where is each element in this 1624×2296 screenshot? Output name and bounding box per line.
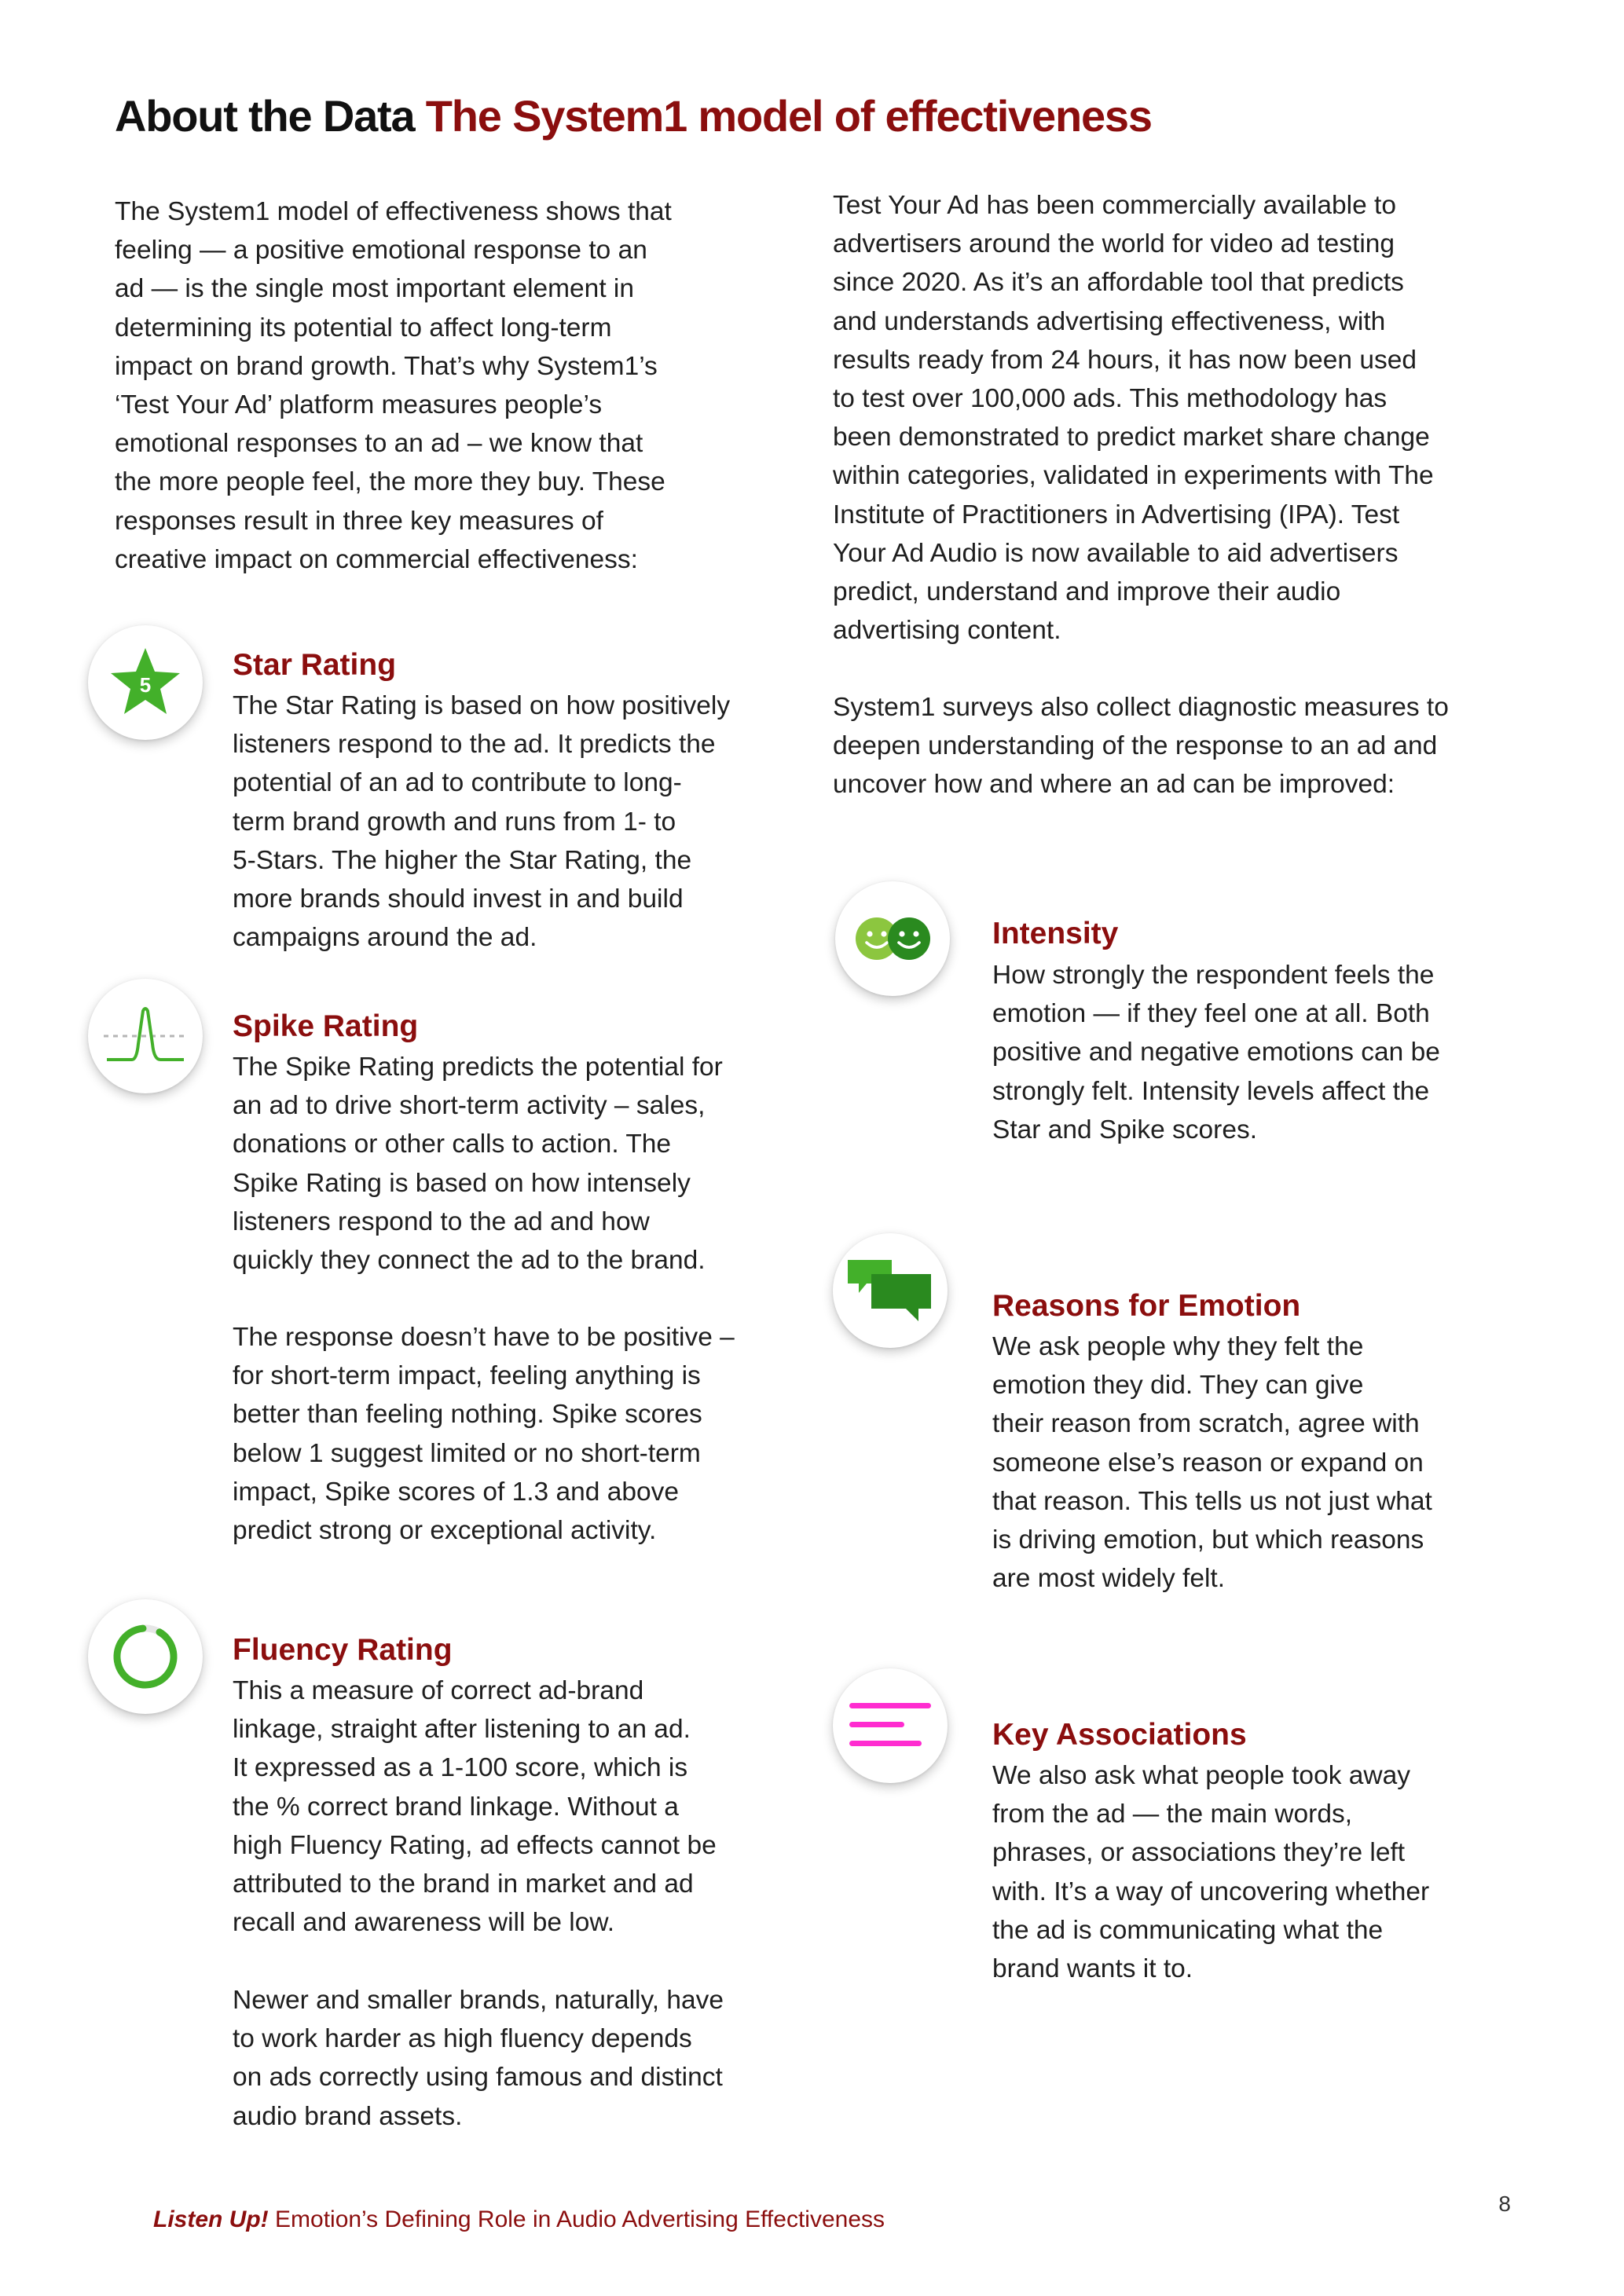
text-line: impact on brand growth. That’s why System1’s [115,351,658,381]
spike-rating-text-1 [233,1048,723,1280]
text-line: more brands should invest in and build [233,884,684,914]
text-line: uncover how and where an ad can be improved: [833,770,1395,800]
text-line: positive and negative emotions can be [992,1038,1440,1067]
associations-text [992,1756,1429,1988]
speech-bubbles-icon [843,1255,937,1326]
text-line: results ready from 24 hours, it has now been used [833,345,1417,375]
text-line: with. It’s a way of uncovering whether [992,1877,1430,1906]
text-line: recall and awareness will be low. [233,1908,614,1938]
text-line: term brand growth and runs from 1- to [233,807,676,837]
text-line: from the ad — the main words, [992,1800,1353,1829]
text-line: predict strong or exceptional activity. [233,1516,657,1546]
text-line: How strongly the respondent feels the [992,961,1435,990]
text-line: Your Ad Audio is now available to aid advertisers [833,538,1399,568]
text-line: ad — is the single most important element in [115,274,635,304]
spike-icon-badge [88,979,203,1093]
star-icon [106,643,185,722]
text-line: The Star Rating is based on how positively [233,691,731,720]
text-line: within categories, validated in experiments with The [833,461,1434,491]
text-line: to test over 100,000 ads. This methodology has [833,384,1388,414]
fluency-rating-text-2 [233,1981,724,2136]
text-line: Spike Rating is based on how intensely [233,1168,691,1198]
text-line: below 1 suggest limited or no short-term [233,1438,701,1468]
text-line: for short-term impact, feeling anything is [233,1361,701,1391]
text-line: linkage, straight after listening to an ad. [233,1715,691,1745]
text-line: phrases, or associations they’re left [992,1838,1406,1868]
text-line: Institute of Practitioners in Advertising (IPA). Test [833,500,1400,529]
text-line: advertising content. [833,616,1061,646]
text-line: responses result in three key measures of [115,506,603,536]
footer-title-rest: Emotion’s Defining Role in Audio Advertising Effectiveness [268,2206,885,2232]
text-line: determining its potential to affect long-term [115,313,612,342]
title-red: The System1 model of effectiveness [425,91,1152,141]
text-line: and understands advertising effectiveness, with [833,306,1386,336]
text-line: better than feeling nothing. Spike scores [233,1400,702,1430]
text-line: impact, Spike scores of 1.3 and above [233,1477,679,1507]
associations-heading: Key Associations [992,1718,1247,1752]
text-line: their reason from scratch, agree with [992,1409,1420,1439]
intensity-heading: Intensity [992,917,1119,950]
text-line: predict, understand and improve their audio [833,577,1341,607]
smiley-faces-icon [849,911,936,966]
fluency-ring-icon [106,1617,185,1696]
intensity-text [992,956,1440,1149]
text-line: on ads correctly using famous and distinct [233,2063,723,2093]
spike-icon [102,1005,189,1067]
intro-paragraph [115,192,672,579]
text-line: ‘Test Your Ad’ platform measures people’s [115,390,603,420]
star-rating-heading: Star Rating [233,648,397,682]
text-line: the ad is communicating what the [992,1915,1384,1945]
text-line: The System1 model of effectiveness shows that [115,197,672,226]
text-line: the % correct brand linkage. Without a [233,1792,679,1822]
text-line: The Spike Rating predicts the potential for [233,1053,723,1082]
text-line: listeners respond to the ad. It predicts the [233,730,716,760]
page-number: 8 [1498,2192,1511,2216]
star-icon-badge [88,625,203,740]
text-line: We ask people why they felt the [992,1332,1364,1361]
text-line: donations or other calls to action. The [233,1130,672,1159]
star-badge-number: 5 [139,673,152,697]
fluency-rating-heading: Fluency Rating [233,1633,453,1667]
text-line: advertisers around the world for video ad testing [833,229,1395,259]
text-line: listeners respond to the ad and how [233,1207,650,1236]
text-line: Test Your Ad has been commercially available to [833,191,1396,220]
text-line: is driving emotion, but which reasons [992,1525,1424,1555]
text-line: emotion — if they feel one at all. Both [992,999,1430,1029]
text-line: Star and Spike scores. [992,1115,1258,1144]
right-intro-paragraph-2 [833,688,1449,804]
reasons-heading: Reasons for Emotion [992,1289,1301,1323]
text-line: System1 surveys also collect diagnostic measures to [833,693,1449,722]
text-line: since 2020. As it’s an affordable tool that predicts [833,268,1404,298]
fluency-rating-text-1 [233,1672,717,1942]
text-line: an ad to drive short-term activity – sales, [233,1091,706,1121]
text-line: It expressed as a 1-100 score, which is [233,1753,688,1783]
fluency-icon-badge [88,1599,203,1714]
footer-title [153,2204,885,2236]
text-line: high Fluency Rating, ad effects cannot be [233,1830,717,1860]
title-black: About the Data [115,91,415,141]
text-line: emotion they did. They can give [992,1371,1364,1401]
text-line: audio brand assets. [233,2101,463,2131]
reasons-text [992,1327,1432,1598]
footer-title-bold: Listen Up! [153,2206,269,2232]
associations-icon-badge [833,1668,948,1783]
text-line: emotional responses to an ad – we know that [115,429,643,459]
text-lines-icon [843,1698,937,1753]
page-title [115,88,1152,145]
text-line: to work harder as high fluency depends [233,2024,692,2054]
star-rating-text [233,687,730,957]
text-line: creative impact on commercial effectiveness: [115,544,638,574]
spike-rating-heading: Spike Rating [233,1009,419,1043]
text-line: brand wants it to. [992,1954,1193,1984]
text-line: Newer and smaller brands, naturally, have [233,1986,724,2015]
text-line: The response doesn’t have to be positive – [233,1323,735,1352]
text-line: This a measure of correct ad-brand [233,1676,644,1705]
text-line: 5-Stars. The higher the Star Rating, the [233,845,692,875]
text-line: feeling — a positive emotional response to an [115,236,647,265]
text-line: attributed to the brand in market and ad [233,1869,694,1899]
text-line: We also ask what people took away [992,1761,1410,1790]
text-line: campaigns around the ad. [233,923,537,953]
spike-rating-text-2 [233,1318,735,1550]
right-intro-paragraph-1 [833,186,1434,650]
text-line: are most widely felt. [992,1564,1226,1594]
text-line: the more people feel, the more they buy. These [115,467,665,497]
reasons-icon-badge [833,1233,948,1348]
text-line: potential of an ad to contribute to long- [233,768,682,798]
text-line: someone else’s reason or expand on [992,1448,1424,1478]
intensity-icon-badge [835,881,950,996]
text-line: quickly they connect the ad to the brand. [233,1246,706,1276]
text-line: strongly felt. Intensity levels affect the [992,1076,1430,1106]
text-line: that reason. This tells us not just what [992,1486,1432,1516]
text-line: been demonstrated to predict market share change [833,423,1430,452]
text-line: deepen understanding of the response to an ad and [833,731,1438,761]
